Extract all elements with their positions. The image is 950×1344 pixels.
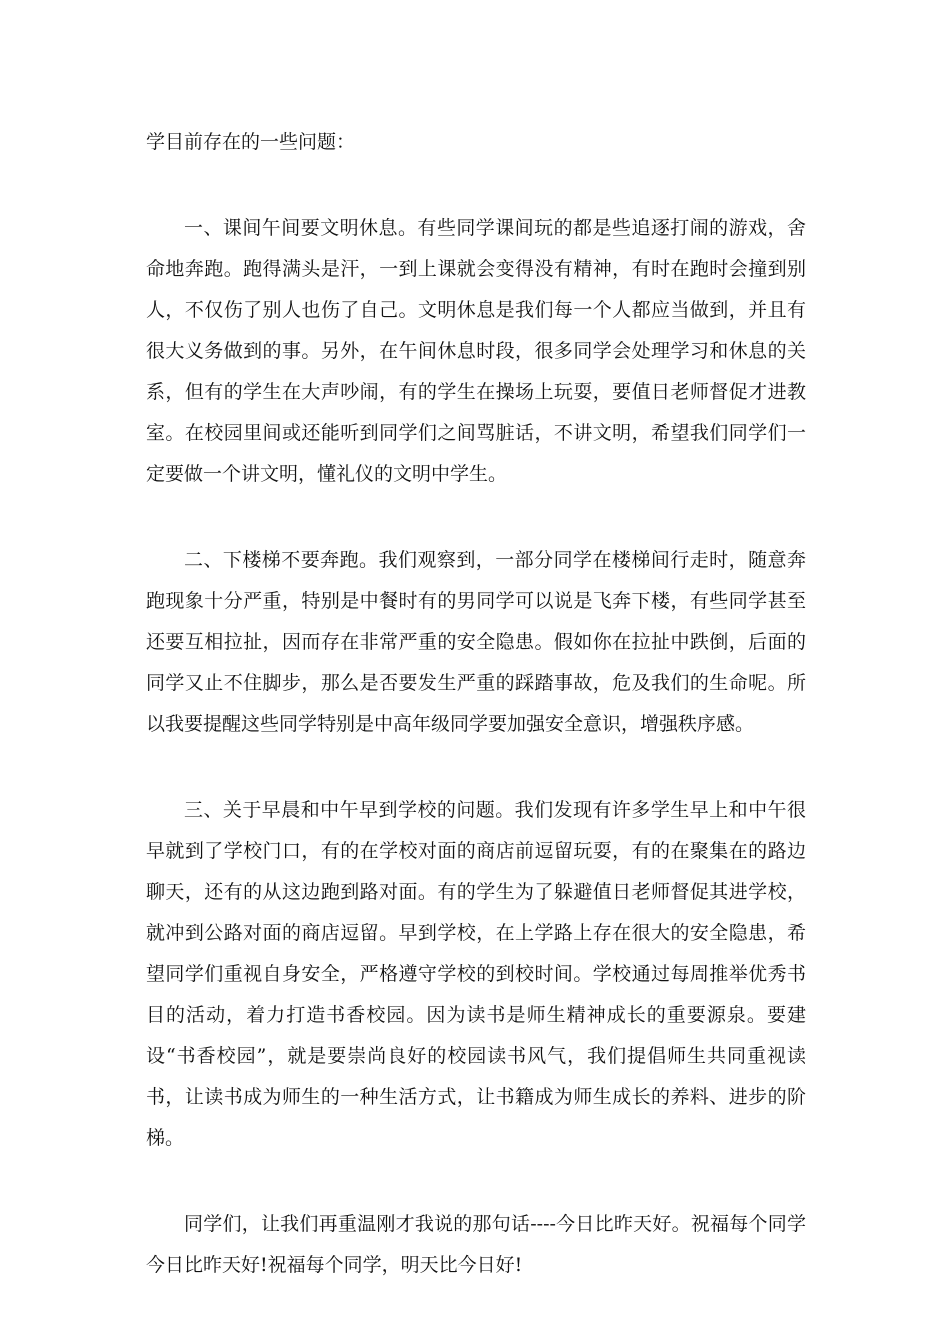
document-body xyxy=(146,122,806,1286)
paragraph-stairs: 二、下楼梯不要奔跑。我们观察到，一部分同学在楼梯间行走时，随意奔跑现象十分严重，特别是中餐时有的男同学可以说是飞奔下楼，有些同学甚至还要互相拉扯，因而存在非常严重的安全隐患。假如你在拉扯中跌倒，后面的同学又止不住脚步，那么是否要发生严重的踩踏事故，危及我们的生命呢。所以我要提醒这些同学特别是中高年级同学要加强安全意识，增强秩序感。 xyxy=(146,549,806,735)
paragraph-closing: 同学们，让我们再重温刚才我说的那句话----今日比昨天好。祝福每个同学今日比昨天好!祝福每个同学，明天比今日好! xyxy=(146,1213,806,1276)
paragraph-early-arrival: 三、关于早晨和中午早到学校的问题。我们发现有许多学生早上和中午很早就到了学校门口，有的在学校对面的商店前逗留玩耍，有的在聚集在的路边聊天，还有的从这边跑到路对面。有的学生为了躲避值日老师督促其进学校，就冲到公路对面的商店逗留。早到学校，在上学路上存在很大的安全隐患，希望同学们重视自身安全，严格遵守学校的到校时间。学校通过每周推举优秀书目的活动，着力打造书香校园。因为读书是师生精神成长的重要源泉。要建设“书香校园”，就是要崇尚良好的校园读书风气，我们提倡师生共同重视读书，让读书成为师生的一种生活方式，让书籍成为师生成长的养料、进步的阶梯。 xyxy=(146,799,806,1149)
paragraph-civilized-rest: 一、课间午间要文明休息。有些同学课间玩的都是些追逐打闹的游戏，舍命地奔跑。跑得满头是汗，一到上课就会变得没有精神，有时在跑时会撞到别人，不仅伤了别人也伤了自己。文明休息是我们每一个人都应当做到，并且有很大义务做到的事。另外，在午间休息时段，很多同学会处理学习和休息的关系，但有的学生在大声吵闹，有的学生在操场上玩耍，要值日老师督促才进教室。在校园里间或还能听到同学们之间骂脏话，不讲文明，希望我们同学们一定要做一个讲文明，懂礼仪的文明中学生。 xyxy=(146,217,806,485)
intro-line: 学目前存在的一些问题： xyxy=(146,131,356,153)
